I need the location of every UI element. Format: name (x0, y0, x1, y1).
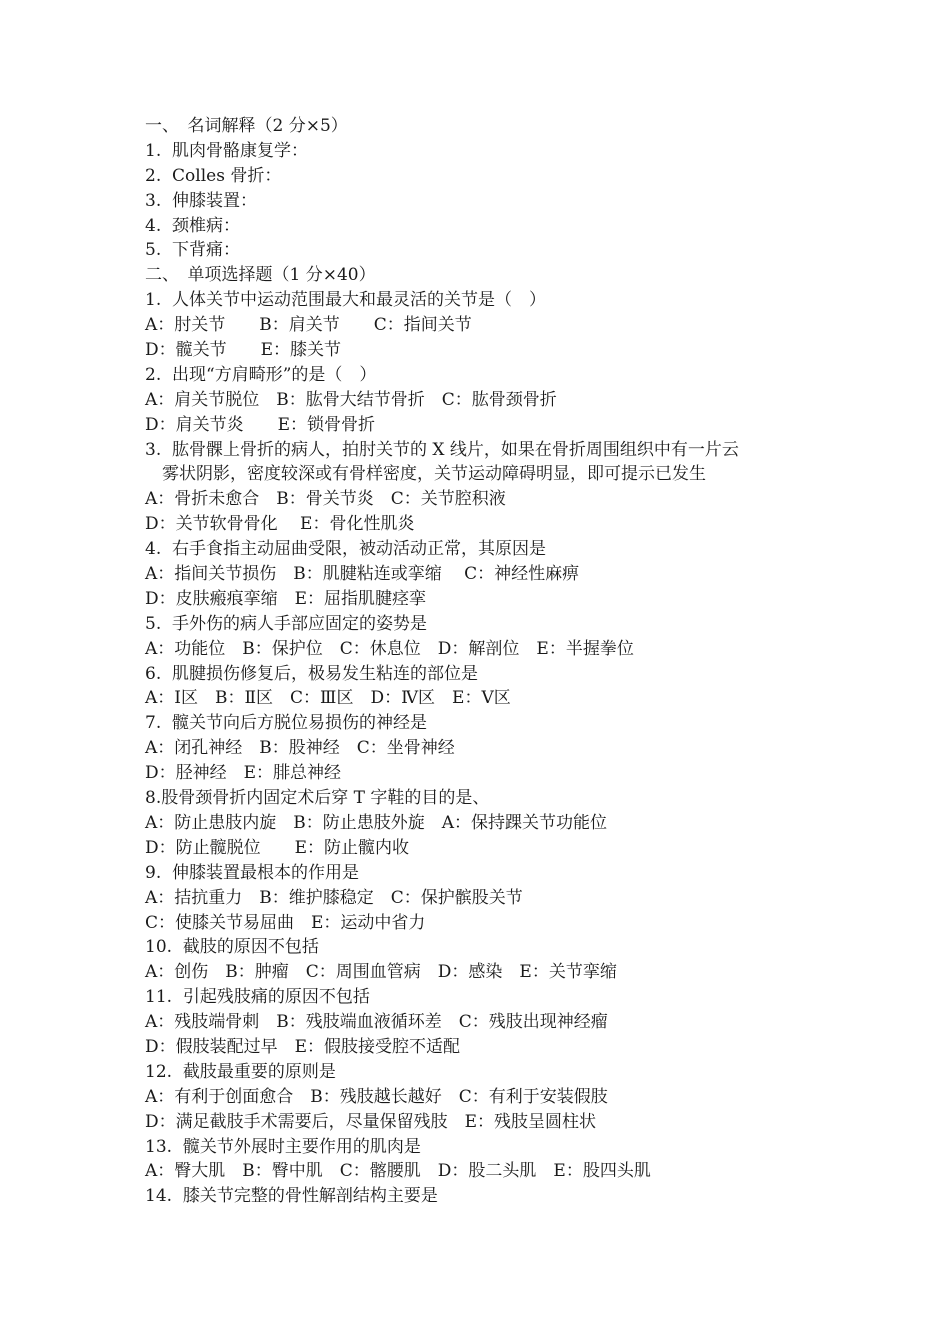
question-options: D：髋关节 E：膝关节 (145, 340, 342, 361)
question-stem: 6. 肌腱损伤修复后，极易发生粘连的部位是 (145, 663, 479, 684)
definition-item: 2. Colles 骨折： (145, 165, 282, 186)
question-stem: 9. 伸膝装置最根本的作用是 (145, 862, 360, 883)
section-heading-definitions: 一、 名词解释（2 分×5） (145, 116, 348, 136)
question-options: A：创伤 B：肿瘤 C：周围血管病 D：感染 E：关节挛缩 (145, 962, 617, 983)
section-heading-choice: 二、 单项选择题（1 分×40） (145, 265, 376, 286)
question-options: D：皮肤瘢痕挛缩 E：屈指肌腱痉挛 (145, 588, 427, 609)
question-stem: 1. 人体关节中运动范围最大和最灵活的关节是（ ） (145, 290, 547, 311)
question-options: D：关节软骨骨化 E：骨化性肌炎 (145, 514, 415, 535)
definition-item: 3. 伸膝装置： (145, 190, 258, 211)
question-stem: 10. 截肢的原因不包括 (145, 937, 319, 958)
question-options: A：拮抗重力 B：维护膝稳定 C：保护髌股关节 (145, 887, 523, 908)
question-options: A：指间关节损伤 B：肌腱粘连或挛缩 C：神经性麻痹 (145, 564, 580, 585)
question-options: A：有利于创面愈合 B：残肢越长越好 C：有利于安装假肢 (145, 1086, 608, 1107)
question-options: A：骨折未愈合 B：骨关节炎 C：关节腔积液 (145, 489, 506, 510)
question-options: D：胫神经 E：腓总神经 (145, 763, 342, 784)
question-stem: 13. 髋关节外展时主要作用的肌肉是 (145, 1136, 421, 1157)
question-stem: 2. 出现“方肩畸形”的是（ ） (145, 364, 377, 385)
question-options: D：肩关节炎 E：锁骨骨折 (145, 414, 376, 435)
question-options: A：闭孔神经 B：股神经 C：坐骨神经 (145, 738, 455, 759)
exam-text (145, 114, 905, 1209)
question-stem: 7. 髋关节向后方脱位易损伤的神经是 (145, 713, 428, 734)
definition-item: 5. 下背痛： (145, 240, 241, 261)
question-options: D：满足截肢手术需要后，尽量保留残肢 E：残肢呈圆柱状 (145, 1111, 597, 1132)
definition-item: 4. 颈椎病： (145, 215, 241, 236)
question-stem: 11. 引起残肢痛的原因不包括 (145, 987, 370, 1008)
definition-item: 1. 肌肉骨骼康复学： (145, 140, 309, 161)
question-stem: 14. 膝关节完整的骨性解剖结构主要是 (145, 1186, 438, 1207)
question-options: A：Ⅰ区 B：Ⅱ区 C：Ⅲ区 D：Ⅳ区 E：Ⅴ区 (145, 688, 511, 709)
question-options: A：残肢端骨刺 B：残肢端血液循环差 C：残肢出现神经瘤 (145, 1012, 608, 1033)
question-options: A：肘关节 B：肩关节 C：指间关节 (145, 315, 472, 336)
question-options: A：功能位 B：保护位 C：休息位 D：解剖位 E：半握拳位 (145, 638, 634, 659)
question-stem: 5. 手外伤的病人手部应固定的姿势是 (145, 613, 428, 634)
question-options: A：肩关节脱位 B：肱骨大结节骨折 C：肱骨颈骨折 (145, 389, 557, 410)
question-stem: 3. 肱骨髁上骨折的病人，拍肘关节的 X 线片，如果在骨折周围组织中有一片云 (145, 439, 739, 460)
question-stem: 12. 截肢最重要的原则是 (145, 1061, 336, 1082)
question-options: C：使膝关节易屈曲 E：运动中省力 (145, 912, 426, 933)
question-options: D：防止髋脱位 E：防止髋内收 (145, 837, 410, 858)
question-options: D：假肢装配过早 E：假肢接受腔不适配 (145, 1036, 461, 1057)
question-stem: 4. 右手食指主动屈曲受限，被动活动正常，其原因是 (145, 539, 547, 560)
question-stem: 8.股骨颈骨折内固定术后穿 T 字鞋的目的是、 (145, 788, 490, 809)
question-options: A：防止患肢内旋 B：防止患肢外旋 A：保持踝关节功能位 (145, 812, 608, 833)
question-options: A：臀大肌 B：臀中肌 C：髂腰肌 D：股二头肌 E：股四头肌 (145, 1161, 651, 1182)
question-stem-continued: 雾状阴影，密度较深或有骨样密度，关节运动障碍明显，即可提示已发生 (162, 464, 706, 485)
